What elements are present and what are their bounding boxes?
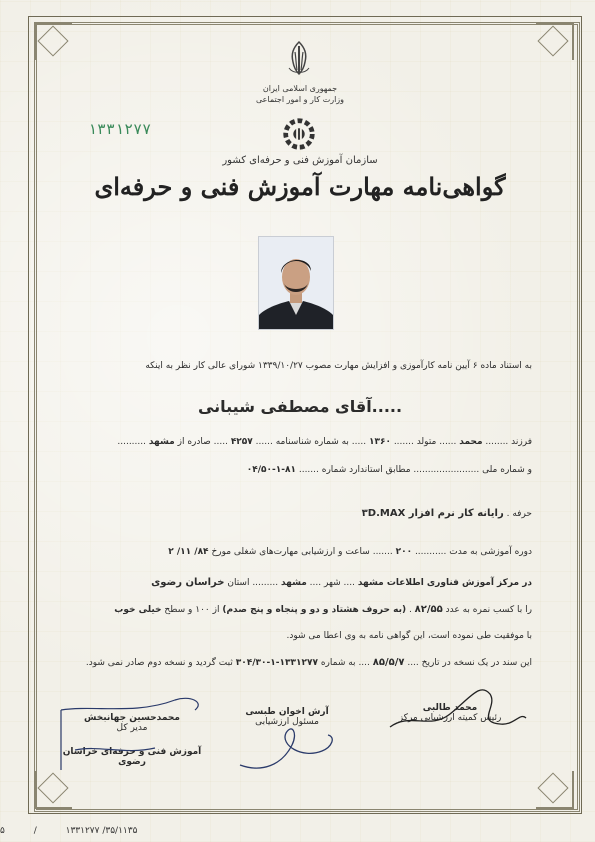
label: را با کسب نمره به عدد (445, 605, 532, 615)
label: مطابق استاندارد شماره (321, 465, 411, 475)
evaluation-date: ۸۴/ ۱۱/ ۲ (168, 547, 209, 557)
score-row: را با کسب نمره به عدد ۸۲/۵۵ . (به حروف هشتاد و دو و پنجاه و پنج صدم) از ۱۰۰ و سطح خیلی خوب (114, 604, 532, 615)
tvto-logo-icon (280, 115, 318, 153)
birth-year: ۱۳۶۰ (368, 437, 391, 447)
signature-scribble (232, 715, 342, 775)
serial-number: ۱۳۳۱۲۷۷ (88, 120, 152, 138)
holder-photo (258, 236, 334, 330)
signature-scribble (380, 672, 530, 742)
label: صادره از (177, 437, 211, 447)
father-name: محمد (459, 437, 483, 447)
center-head-title: رئیس کمیته ارزشیابی مرکز (398, 713, 502, 723)
national-id-row: و شماره ملی ....................... مطابق استاندارد شماره ....... ۸۱-۱-۰۴/۵۰ (246, 465, 532, 475)
registration-row: این سند در یک نسخه در تاریخ .... ۸۵/۵/۷ .... به شماره ۱۳۳۱۲۷۷-۱-۳۰۴/۳۰ ثبت گردید و نسخه دوم صادر نمی شود. (85, 657, 532, 668)
label: شهر (323, 578, 341, 588)
label: ساعت و ارزشیابی مهارت‌های شغلی مورخ (211, 547, 370, 557)
label: متولد (416, 437, 437, 447)
city: مشهد (280, 578, 307, 588)
center-head-name: محمد طالبی (422, 703, 478, 713)
country-label: جمهوری اسلامی ایران (262, 84, 338, 93)
success-row: با موفقیت طی نموده است، این گواهی نامه به وی اعطا می شود. (286, 631, 532, 641)
label: فرزند (511, 437, 532, 447)
profession-row: حرفه . رایانه کار نرم افزار ۳D.MAX (361, 508, 532, 519)
course-row: دوره آموزشی به مدت ........... ۲۰۰ ....... ساعت و ارزشیابی مهارت‌های شغلی مورخ ۸۴/ ۱۱/ ۲ (168, 547, 532, 557)
score-number: ۸۲/۵۵ (414, 604, 443, 615)
director-name: محمدحسین جهانبخش (84, 713, 180, 723)
certificate-title: گواهی‌نامه مهارت آموزش فنی و حرفه‌ای (94, 172, 506, 201)
intro-text: به استناد ماده ۶ آیین نامه کارآموزی و افزایش مهارت مصوب ۱۳۳۹/۱۰/۲۷ شورای عالی کار نظر به اینکه (145, 361, 532, 371)
corner-ornament (536, 22, 574, 60)
director-organization: آموزش فنی و حرفه‌ای خراسان رضوی (62, 747, 202, 767)
label: حرفه (512, 509, 532, 519)
label: این سند در یک نسخه در تاریخ (421, 658, 532, 668)
label: استان (227, 578, 250, 588)
center-row: در مرکز آموزش فناوری اطلاعات مشهد .... شهر .... مشهد ......... استان خراسان رضوی (151, 577, 532, 588)
label: از ۱۰۰ و سطح (164, 605, 220, 615)
footer-page-number: ۵ (0, 826, 5, 836)
label: دوره آموزشی به مدت (449, 547, 532, 557)
evaluator-name: آرش اخوان طبسی (245, 707, 329, 717)
ministry-label: وزارت کار و امور اجتماعی (255, 95, 345, 104)
signature-scribble (55, 690, 215, 780)
birth-details-row: فرزند ........ محمد ...... متولد ....... ۱۳۶۰ ..... به شماره شناسنامه ...... ۴۲۵۷ ..... صادره از مشهد .......... (117, 437, 532, 447)
province: خراسان رضوی (151, 577, 225, 588)
corner-ornament (34, 22, 72, 60)
organization-name: سازمان آموزش فنی و حرفه‌ای کشور (222, 155, 378, 166)
corner-ornament (536, 771, 574, 809)
level: خیلی خوب (114, 605, 162, 615)
document-number: ۱۳۳۱۲۷۷-۱-۳۰۴/۳۰ (235, 658, 318, 668)
iran-emblem-icon (283, 38, 315, 78)
standard-number: ۸۱-۱-۰۴/۵۰ (246, 465, 296, 475)
director-title: مدیر کل (116, 723, 148, 733)
label: به شماره شناسنامه (275, 437, 349, 447)
course-hours: ۲۰۰ (395, 547, 413, 557)
issued-from: مشهد (148, 437, 175, 447)
training-center: در مرکز آموزش فناوری اطلاعات مشهد (357, 578, 532, 588)
id-number: ۴۲۵۷ (230, 437, 253, 447)
label: ثبت گردید و نسخه دوم صادر نمی شود. (85, 658, 233, 668)
label: و شماره ملی (482, 465, 532, 475)
evaluator-title: مسئول ارزشیابی (255, 717, 319, 727)
profession: رایانه کار نرم افزار ۳D.MAX (361, 508, 504, 519)
score-words: (به حروف هشتاد و دو و پنجاه و پنج صدم) (222, 605, 407, 615)
footer-code (0, 826, 137, 836)
issue-date: ۸۵/۵/۷ (372, 657, 405, 668)
holder-name: .....آقای مصطفی شیبانی (197, 397, 403, 416)
footer-separator: / (33, 826, 37, 836)
label: به شماره (320, 658, 356, 668)
footer-reference: ۳۵/۱۱۳۵/ ۱۳۳۱۲۷۷ (65, 826, 138, 836)
